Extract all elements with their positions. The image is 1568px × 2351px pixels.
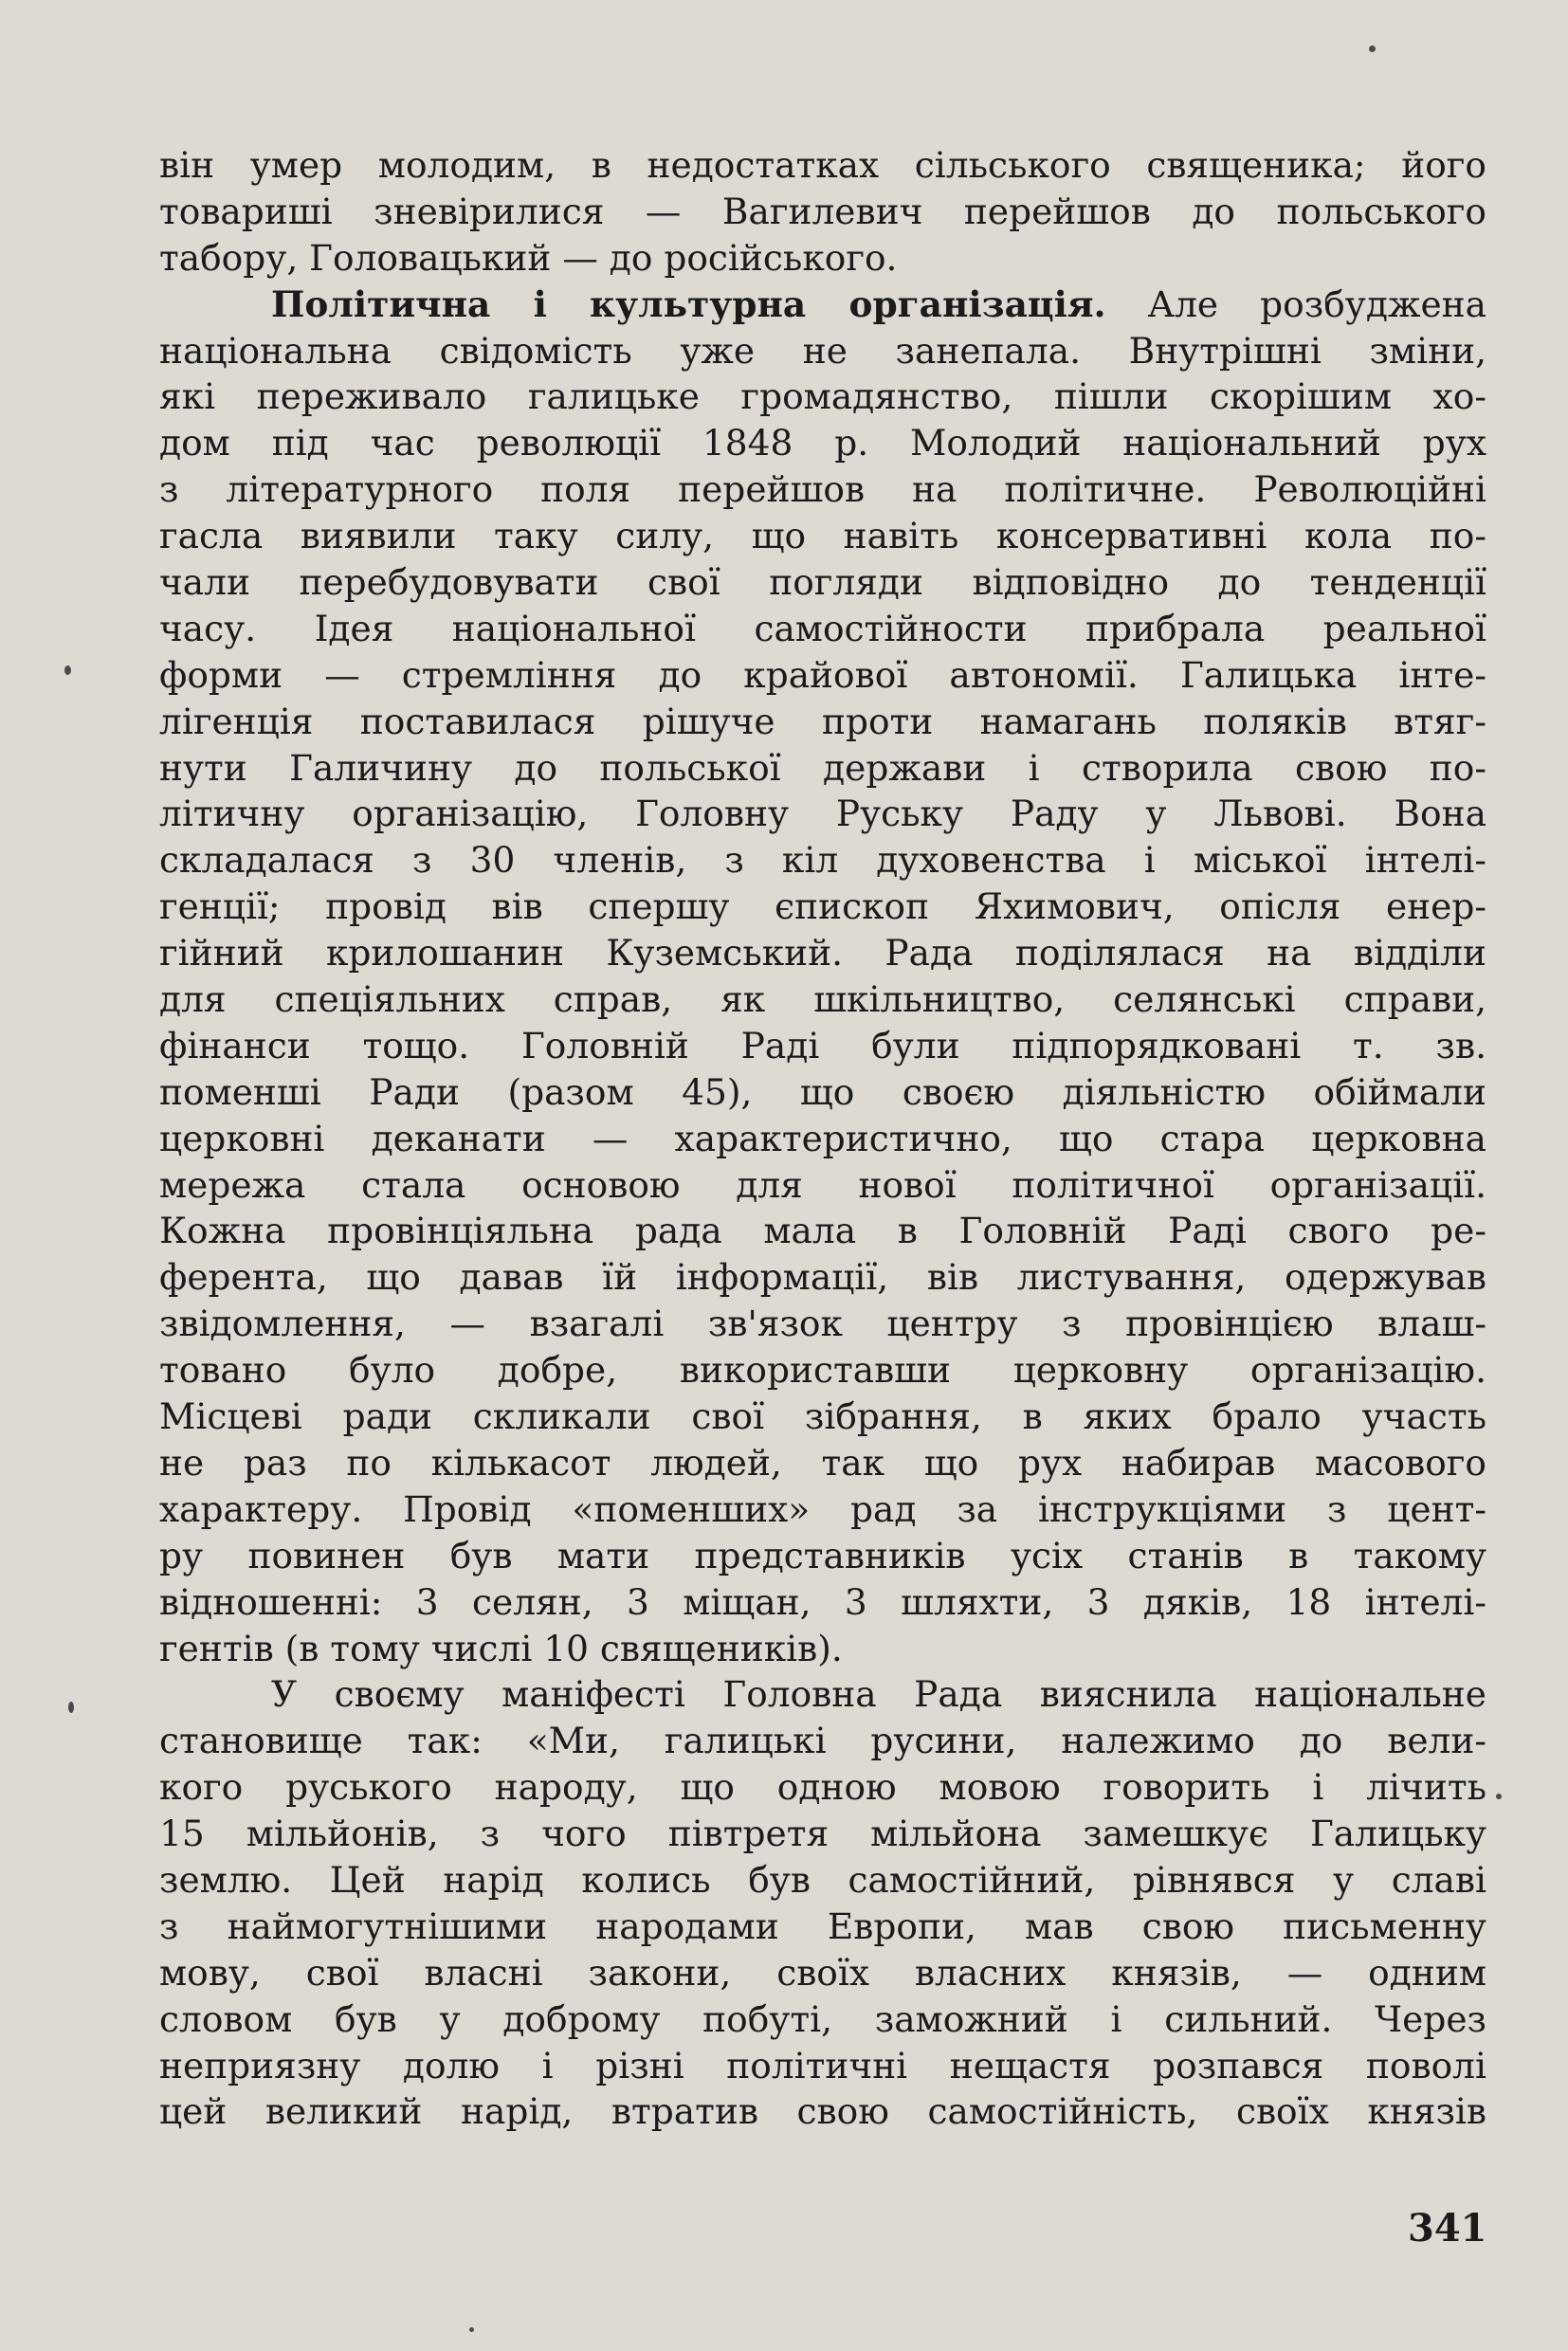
- text-line: дом під час революції 1848 р. Молодий національний рух: [159, 422, 1486, 465]
- text-line: ферента, що давав їй інформації, вів листування, одержував: [159, 1256, 1486, 1299]
- text-line: Кожна провінціяльна рада мала в Головній Раді свого ре-: [159, 1210, 1486, 1252]
- text-line: не раз по кількасот людей, так що рух набирав масового: [159, 1441, 1486, 1484]
- text-line: з наймогутнішими народами Европи, мав свою письменну: [159, 1904, 1486, 1947]
- text-line: землю. Цей нарід колись був самостійний, рівнявся у славі: [159, 1858, 1486, 1901]
- page-number: 341: [1408, 2206, 1487, 2251]
- text-line: він умер молодим, в недостатках сільського священика; його: [159, 144, 1486, 186]
- text-line: форми — стремління до крайової автономії. Галицька інте-: [159, 653, 1486, 696]
- text-line: мову, свої власні закони, своїх власних князів, — одним: [159, 1951, 1486, 1994]
- text-line: літичну організацію, Головну Руську Раду у Львові. Вона: [159, 793, 1486, 835]
- text-line: церковні деканати — характеристично, що стара церковна: [159, 1117, 1486, 1159]
- text-line: звідомлення, — взагалі зв'язок центру з провінцією влаш-: [159, 1303, 1486, 1345]
- text-line: для спеціяльних справ, як шкільництво, селянські справи,: [159, 978, 1486, 1021]
- text-line: чали перебудовувати свої погляди відповідно до тенденції: [159, 561, 1486, 604]
- ink-speck: [1496, 1794, 1502, 1799]
- text-line: фінанси тощо. Головній Раді були підпорядковані т. зв.: [159, 1024, 1486, 1066]
- page-body: [159, 142, 1486, 2135]
- text-line: ру повинен був мати представників усіх станів в такому: [159, 1534, 1486, 1576]
- text-line: становище так: «Ми, галицькі русини, належимо до вели-: [159, 1720, 1486, 1762]
- text-line: генції; провід вів спершу єпископ Яхимович, опісля енер-: [159, 885, 1486, 928]
- text-line: характеру. Провід «поменших» рад за інструкціями з цент-: [159, 1487, 1486, 1530]
- text-line: національна свідомість уже не занепала. Внутрішні зміни,: [159, 329, 1486, 372]
- text-line: які переживало галицьке громадянство, пішли скорішим хо-: [159, 375, 1486, 418]
- text-line: неприязну долю і різні політичні нещастя розпався поволі: [159, 2044, 1486, 2087]
- text-line: Місцеві ради скликали свої зібрання, в яких брало участь: [159, 1395, 1486, 1438]
- section-heading: Політична і культурна організація.: [271, 282, 1106, 325]
- text-line: товариші зневірилися — Вагилевич перейшов до польського: [159, 190, 1486, 232]
- text-line: гентів (в тому числі 10 священиків).: [159, 1627, 843, 1669]
- text-line: мережа стала основою для нової політичної організації.: [159, 1163, 1486, 1206]
- text-line: поменші Ради (разом 45), що своєю діяльністю обіймали: [159, 1070, 1486, 1113]
- text-line: гасла виявили таку силу, що навіть консервативні кола по-: [159, 515, 1486, 557]
- text-line: лігенція поставилася рішуче проти намагань поляків втяг-: [159, 700, 1486, 742]
- text-line: 15 мільйонів, з чого півтретя мільйона замешкує Галицьку: [159, 1813, 1486, 1855]
- text-line: часу. Ідея національної самостійности прибрала реальної: [159, 607, 1486, 649]
- text-line: кого руського народу, що одною мовою говорить і лічить: [159, 1766, 1486, 1809]
- text-line: гійний крилошанин Куземський. Рада поділялася на відділи: [159, 932, 1486, 975]
- text-line: словом був у доброму побуті, заможний і сильний. Через: [159, 1997, 1486, 2040]
- section-first-line-text: Але розбуджена: [1105, 282, 1486, 325]
- ink-speck: [64, 665, 71, 675]
- text-line: товано було добре, використавши церковну організацію.: [159, 1349, 1486, 1392]
- text-line: з літературного поля перейшов на політичне. Революційні: [159, 468, 1486, 511]
- text-line: нути Галичину до польської держави і створила свою по-: [159, 746, 1486, 789]
- text-line: У своєму маніфесті Головна Рада вияснила національне: [271, 1673, 1486, 1716]
- ink-speck: [1369, 46, 1376, 52]
- text-line: відношенні: 3 селян, 3 міщан, 3 шляхти, 3 дяків, 18 інтелі-: [159, 1580, 1486, 1623]
- text-line: табору, Головацький — до російського.: [159, 236, 898, 279]
- text-line: цей великий нарід, втратив свою самостійність, своїх князів: [159, 2090, 1486, 2133]
- section-first-line: [159, 282, 1486, 328]
- ink-speck: [68, 1702, 74, 1713]
- text-line: складалася з 30 членів, з кіл духовенства і міської інтелі-: [159, 839, 1486, 882]
- ink-speck: [469, 2327, 474, 2332]
